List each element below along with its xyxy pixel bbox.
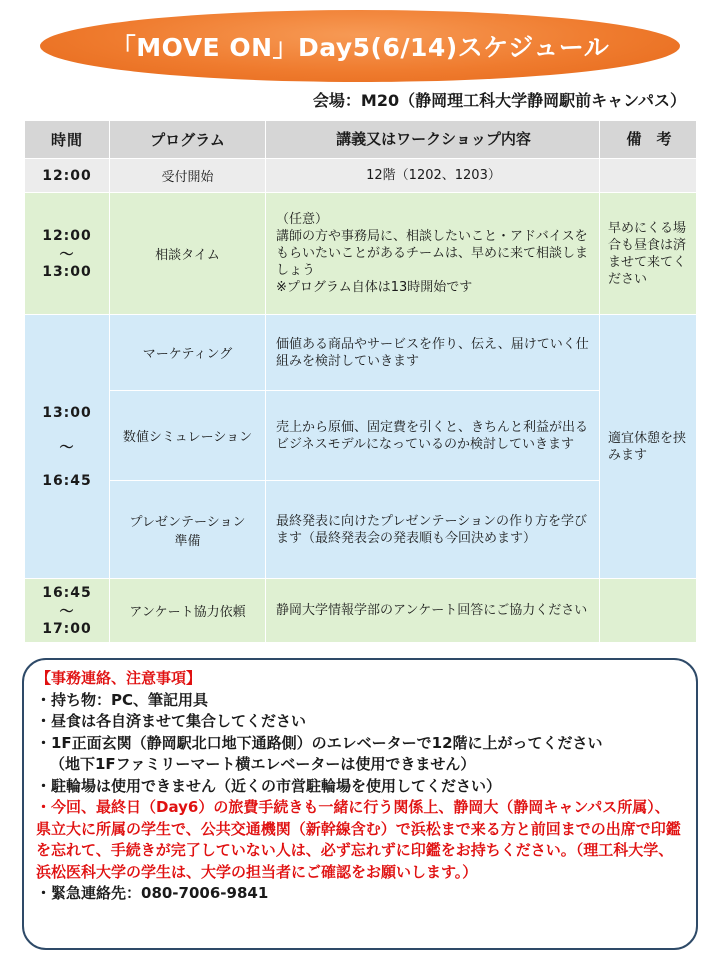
row-consult-time: 12:00 ～ 13:00: [25, 193, 110, 315]
page-title: 「MOVE ON」Day5(6/14)スケジュール: [110, 33, 610, 62]
table-header-row: [25, 121, 697, 159]
notice-item-elevator: ・1F正面玄関（静岡駅北口地下通路側）のエレベーターで12階に上がってください: [36, 733, 603, 752]
header-time: 時間: [25, 121, 110, 159]
row-session-notes: 適宜休憩を挟みます: [600, 315, 697, 579]
row-reception-notes: [600, 159, 697, 193]
row-reception-time: 12:00: [25, 159, 110, 193]
row-simulation-content: 売上から原価、固定費を引くと、きちんと利益が出るビジネスモデルになっているのか検討していきます: [266, 391, 600, 481]
row-reception-content: 12階（1202、1203）: [266, 159, 600, 193]
header-notes: 備 考: [600, 121, 697, 159]
row-marketing-program: マーケティング: [110, 315, 266, 391]
notice-item-lunch: ・昼食は各自済ませて集合してください: [36, 712, 307, 730]
notice-item-travel-expenses: ・今回、最終日（Day6）の旅費手続きも一緒に行う関係上、静岡大（静岡キャンパス所属）、県立大に所属の学生で、公共交通機関（新幹線含む）で浜松まで来る方と前回までの出席で印鑑を忘れて、手続きが完了していない人は、必ず忘れずに印鑑をお持ちください。（理工科大学、浜松医科大学の学生は、大学の担当者にご確認をお願いします。）: [36, 798, 681, 881]
row-simulation-program: 数値シミュレーション: [110, 391, 266, 481]
row-survey-content: 静岡大学情報学部のアンケート回答にご協力ください: [266, 579, 600, 643]
table-row-marketing: [25, 315, 697, 391]
row-consult-notes: 早めにくる場合も昼食は済ませて来てください: [600, 193, 697, 315]
row-session-time: 13:00 ～ 16:45: [25, 315, 110, 579]
header-content: 講義又はワークショップ内容: [266, 121, 600, 159]
row-reception-program: 受付開始: [110, 159, 266, 193]
table-row-reception: [25, 159, 697, 193]
venue-label: 会場：M20（静岡理工科大学静岡駅前キャンパス）: [312, 91, 686, 110]
row-survey-time: 16:45 ～ 17:00: [25, 579, 110, 643]
row-marketing-content: 価値ある商品やサービスを作り、伝え、届けていく仕組みを検討していきます: [266, 315, 600, 391]
header-program: プログラム: [110, 121, 266, 159]
notice-heading: 【事務連絡、注意事項】: [36, 669, 202, 687]
title-banner: [40, 10, 680, 82]
row-consult-content: （任意） 講師の方や事務局に、相談したいこと・アドバイスをもらいたいことがあるチームは、早めに来て相談しましょう ※プログラム自体は13時開始です: [266, 193, 600, 315]
table-row-survey: [25, 579, 697, 643]
schedule-table: [24, 120, 697, 643]
notice-item-elevator-sub: （地下1Fファミリーマート横エレベーターは使用できません）: [50, 755, 476, 773]
notice-item-emergency-contact: ・緊急連絡先：080-7006-9841: [36, 884, 269, 902]
table-row-consult: [25, 193, 697, 315]
row-presentation-content: 最終発表に向けたプレゼンテーションの作り方を学びます（最終発表会の発表順も今回決めます）: [266, 481, 600, 579]
notice-item-parking: ・駐輪場は使用できません（近くの市営駐輪場を使用してください）: [36, 776, 502, 795]
row-survey-notes: [600, 579, 697, 643]
row-survey-program: アンケート協力依頼: [110, 579, 266, 643]
row-consult-program: 相談タイム: [110, 193, 266, 315]
row-presentation-program: プレゼンテーション 準備: [110, 481, 266, 579]
notice-item-belongings: ・持ち物：PC、筆記用具: [36, 690, 209, 709]
table-row-presentation: [25, 481, 697, 579]
table-row-simulation: [25, 391, 697, 481]
notice-box: [22, 658, 698, 950]
